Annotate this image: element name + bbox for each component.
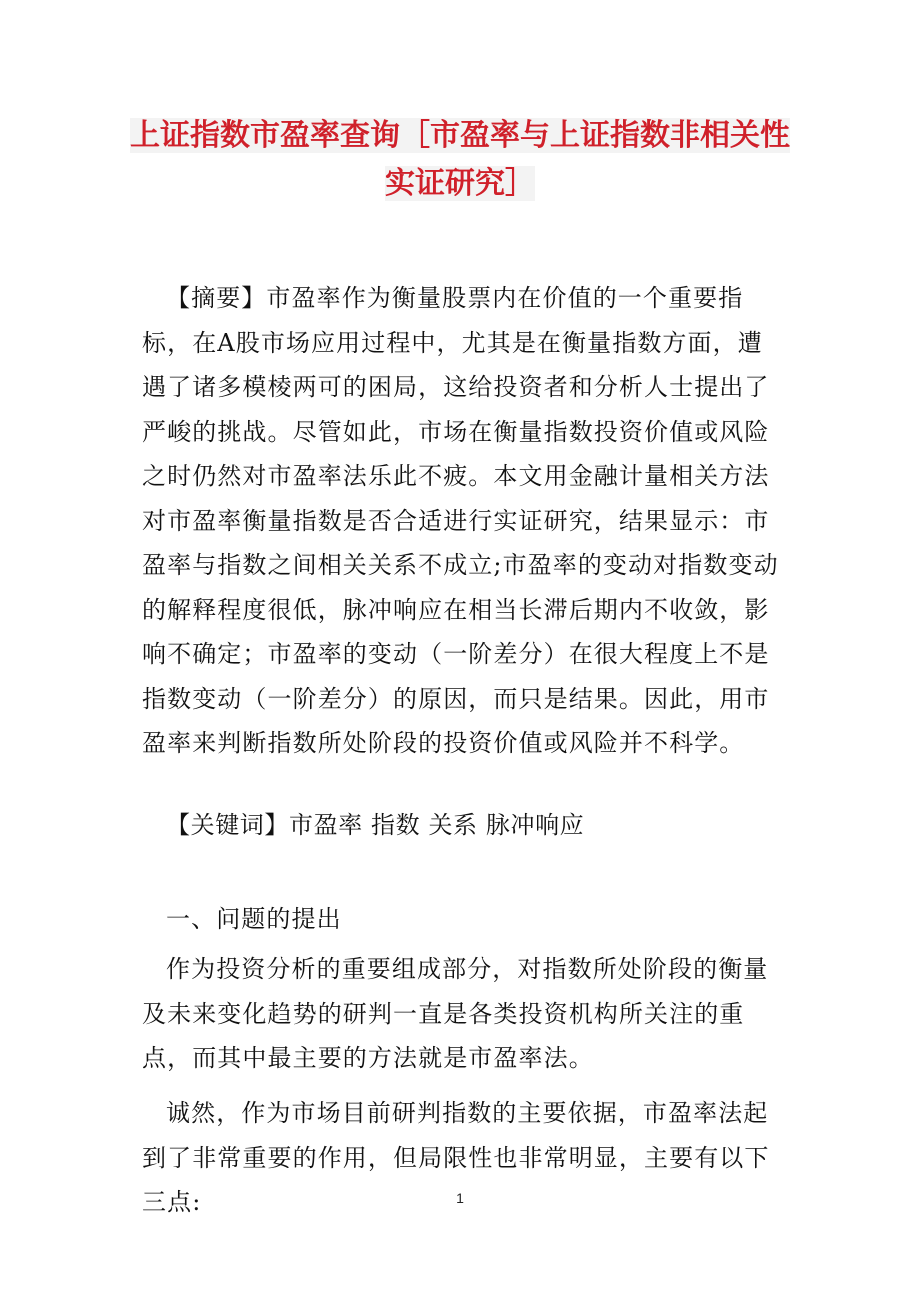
body-paragraph-2: 诚然，作为市场目前研判指数的主要依据，市盈率法起到了非常重要的作用，但局限性也非常明显，主要有以下三点: — [142, 1099, 770, 1216]
page-number: 1 — [456, 1190, 464, 1206]
document-title — [100, 112, 820, 208]
keywords-paragraph: 【关键词】市盈率 指数 关系 脉冲响应 — [166, 811, 585, 839]
title-line-1: 上证指数市盈率查询［市盈率与上证指数非相关性 — [130, 118, 790, 153]
body-paragraph-1: 作为投资分析的重要组成部分，对指数所处阶段的衡量及未来变化趋势的研判一直是各类投资机构所关注的重点，而其中最主要的方法就是市盈率法。 — [142, 955, 769, 1072]
abstract-paragraph: 【摘要】市盈率作为衡量股票内在价值的一个重要指标，在A股市场应用过程中，尤其是在衡量指数方面，遭遇了诸多模棱两可的困局，这给投资者和分析人士提出了严峻的挑战。尽管如此，市场在衡量指数投资价值或风险之时仍然对市盈率法乐此不疲。本文用金融计量相关方法对市盈率衡量指数是否合适进行实证研究，结果显示：市盈率与指数之间相关关系不成立;市盈率的变动对指数变动的解释程度很低，脉冲响应在相当长滞后期内不收敛，影响不确定；市盈率的变动（一阶差分）在很大程度上不是指数变动（一阶差分）的原因，而只是结果。因此，用市盈率来判断指数所处阶段的投资价值或风险并不科学。 — [142, 284, 779, 757]
title-line-2: 实证研究］ — [385, 166, 535, 201]
section-heading: 一、问题的提出 — [166, 905, 342, 933]
